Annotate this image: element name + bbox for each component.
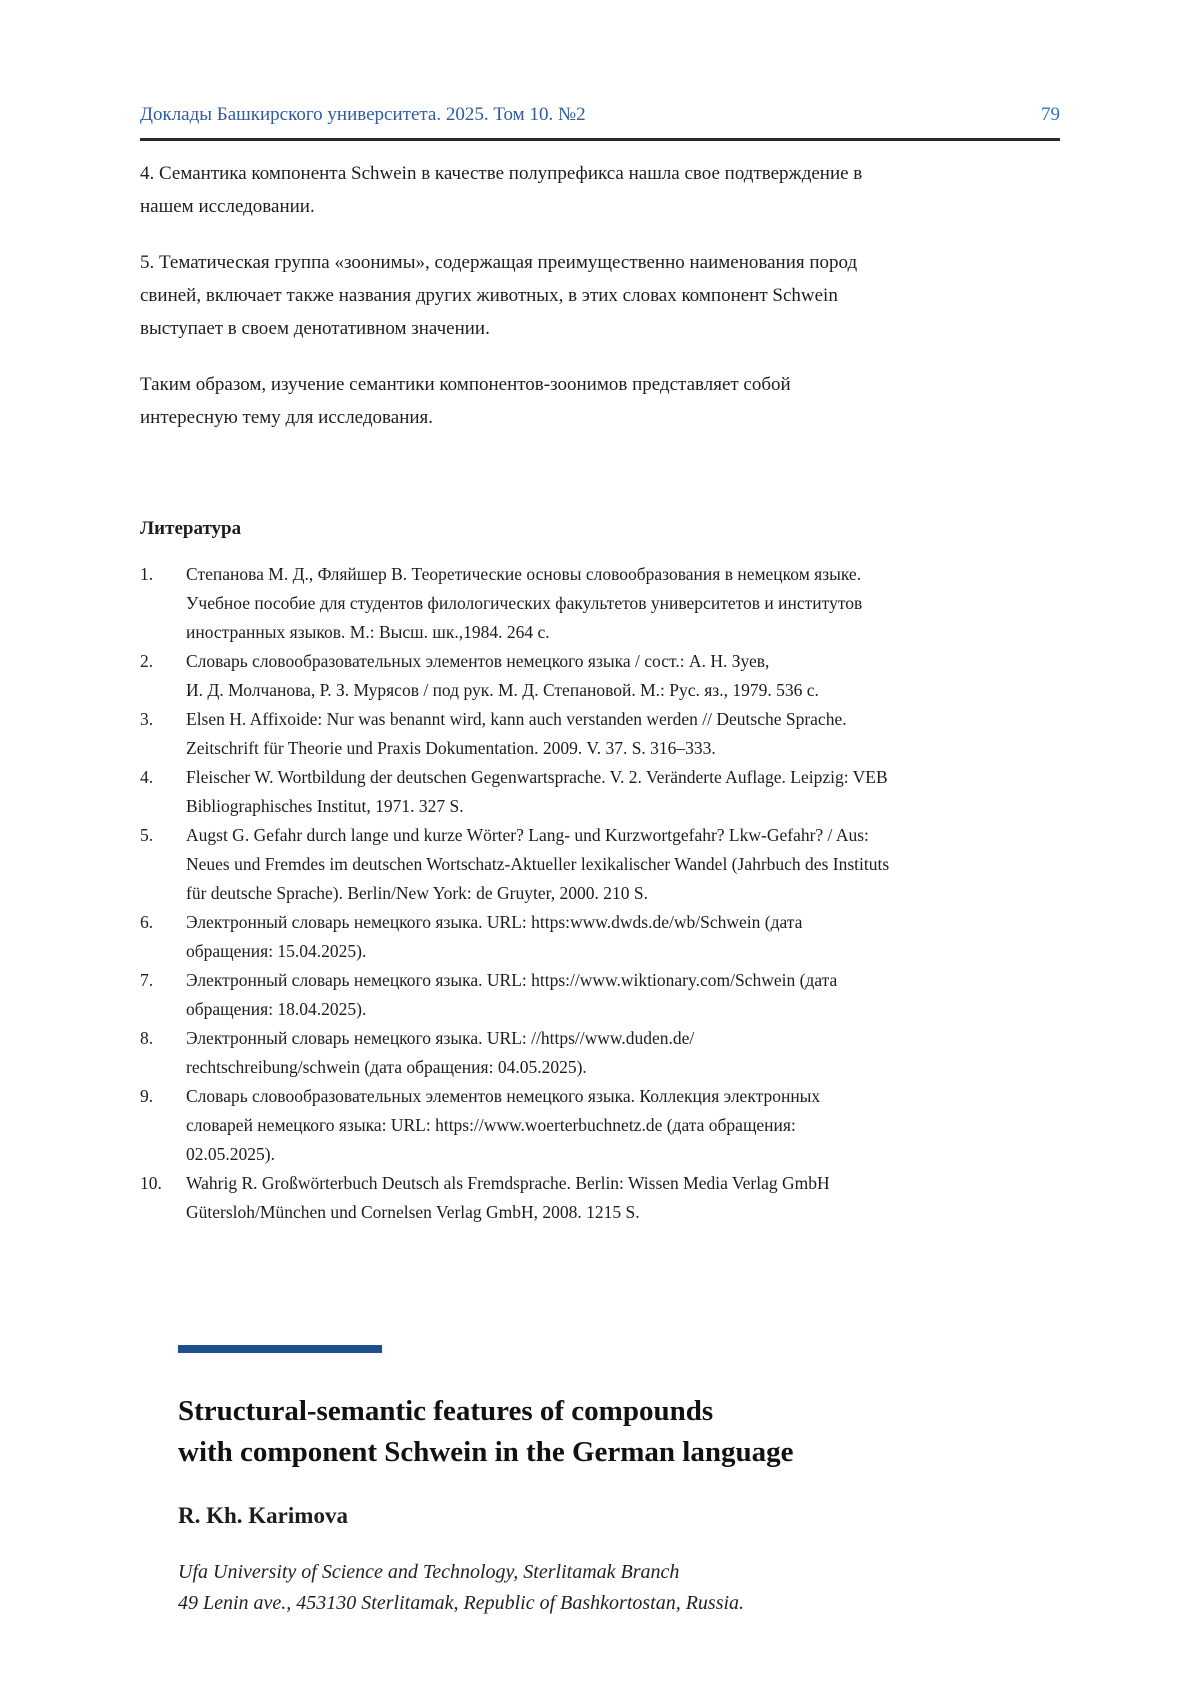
reference-item <box>140 966 1060 1024</box>
header-rule <box>140 138 1060 141</box>
reference-text: Электронный словарь немецкого языка. URL: https:www.dwds.de/wb/Schwein (дата обращения: 15.04.2025). <box>186 912 803 961</box>
reference-item <box>140 1169 1060 1227</box>
conclusion-paragraph-4: 4. Семантика компонента Schwein в качестве полупрефикса нашла свое подтверждение в нашем исследовании. <box>140 163 863 217</box>
reference-number: 5. <box>140 825 154 845</box>
reference-item <box>140 647 1060 705</box>
article-title-english: Structural-semantic features of compounds with component Schwein in the German language <box>178 1395 794 1468</box>
next-article-header <box>178 1345 1060 1619</box>
reference-number: 1. <box>140 564 154 584</box>
author-affiliation: Ufa University of Science and Technology, Sterlitamak Branch 49 Lenin ave., 453130 Sterlitamak, Republic of Bashkortostan, Russia. <box>178 1561 745 1614</box>
reference-text: Wahrig R. Großwörterbuch Deutsch als Fremdsprache. Berlin: Wissen Media Verlag GmbH Gütersloh/München und Cornelsen Verlag GmbH, 2008. 1215 S. <box>186 1173 830 1222</box>
reference-item <box>140 1024 1060 1082</box>
running-head <box>140 0 1060 127</box>
references-heading: Литература <box>140 518 242 539</box>
reference-item <box>140 705 1060 763</box>
reference-text: Elsen H. Affixoide: Nur was benannt wird, kann auch verstanden werden // Deutsche Sprache. Zeitschrift für Theorie und Praxis Dokumentation. 2009. V. 37. S. 316–333. <box>186 709 847 758</box>
reference-text: Augst G. Gefahr durch lange und kurze Wörter? Lang- und Kurzwortgefahr? Lkw-Gefahr? / Aus: Neues und Fremdes im deutschen Wortschatz-Aktueller lexikalischer Wandel (Jahrbuch des Instituts für deutsche Sprache). Berlin/New York: de Gruyter, 2000. 210 S. <box>186 825 890 903</box>
reference-item <box>140 763 1060 821</box>
reference-number: 3. <box>140 709 154 729</box>
reference-text: Электронный словарь немецкого языка. URL: //https//www.duden.de/ rechtschreibung/schwein (дата обращения: 04.05.2025). <box>186 1028 695 1077</box>
reference-item <box>140 908 1060 966</box>
reference-number: 9. <box>140 1086 154 1106</box>
section-divider-bar <box>178 1345 382 1353</box>
journal-title: Доклады Башкирского университета. 2025. Том 10. №2 <box>140 104 586 125</box>
reference-text: Словарь словообразовательных элементов немецкого языка / сост.: А. Н. Зуев, И. Д. Молчанова, Р. З. Мурясов / под рук. М. Д. Степановой. М.: Рус. яз., 1979. 536 с. <box>186 651 819 700</box>
reference-item <box>140 821 1060 908</box>
reference-number: 4. <box>140 767 154 787</box>
reference-item <box>140 1082 1060 1169</box>
reference-text: Степанова М. Д., Фляйшер В. Теоретические основы словообразования в немецком языке. Учебное пособие для студентов филологических факультетов университетов и институтов иностранных языков. М.: Высш. шк.,1984. 264 с. <box>186 564 863 642</box>
reference-text: Fleischer W. Wortbildung der deutschen Gegenwartsprache. V. 2. Veränderte Auflage. Leipzig: VEB Bibliographisches Institut, 1971. 327 S. <box>186 767 888 816</box>
reference-number: 2. <box>140 651 154 671</box>
references-list <box>140 560 1060 1227</box>
reference-number: 10. <box>140 1173 162 1193</box>
reference-number: 6. <box>140 912 154 932</box>
closing-paragraph: Таким образом, изучение семантики компонентов-зоонимов представляет собой интересную тему для исследования. <box>140 374 791 428</box>
page-number: 79 <box>1041 104 1060 125</box>
conclusion-paragraph-5: 5. Тематическая группа «зоонимы», содержащая преимущественно наименования пород свиней, включает также названия других животных, в этих словах компонент Schwein выступает в своем денотативном значении. <box>140 252 858 339</box>
reference-number: 7. <box>140 970 154 990</box>
reference-text: Электронный словарь немецкого языка. URL: https://www.wiktionary.com/Schwein (дата обращения: 18.04.2025). <box>186 970 838 1019</box>
author-name: R. Kh. Karimova <box>178 1503 348 1528</box>
reference-text: Словарь словообразовательных элементов немецкого языка. Коллекция электронных словарей немецкого языка: URL: https://www.woerterbuchnetz.de (дата обращения: 02.05.2025). <box>186 1086 821 1164</box>
reference-item <box>140 560 1060 647</box>
reference-number: 8. <box>140 1028 154 1048</box>
